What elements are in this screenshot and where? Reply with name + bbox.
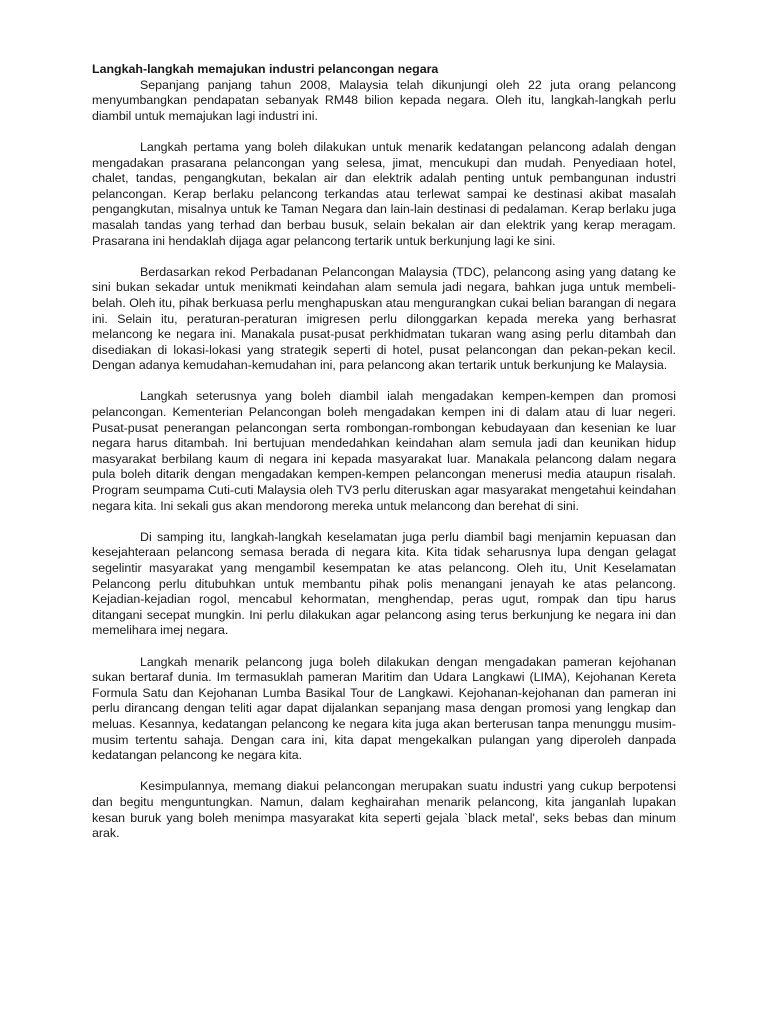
paragraph-conclusion: Kesimpulannya, memang diakui pelancongan merupakan suatu industri yang cukup berpotensi dan begitu menguntungkan. Namun, dalam keghairahan menarik pelancong, kita janganlah lupakan kesan buruk yang boleh menimpa masyarakat kita seperti gejala `black metal', seks bebas dan minum arak. [92,779,676,841]
paragraph-promotion: Langkah seterusnya yang boleh diambil ialah mengadakan kempen-kempen dan promosi pelancongan. Kementerian Pelancongan boleh mengadakan kempen ini di dalam atau di luar negeri. Pusat-pusat penerangan pelancongan serta rombongan-rombongan kebudayaan dan kesenian ke luar negara harus ditambah. Ini bertujuan mendedahkan keindahan alam semula jadi dan keunikan hidup masyarakat berbilang kaum di negara ini kepada masyarakat luar. Manakala pelancong dalam negara pula boleh ditarik dengan mengadakan kempen-kempen pelancongan menerusi media ataupun risalah. Program seumpama Cuti-cuti Malaysia oleh TV3 perlu diteruskan agar masyarakat mengetahui keindahan negara kita. Ini sekali gus akan mendorong mereka untuk melancong dan berehat di sini. [92,389,676,513]
paragraph-safety: Di samping itu, langkah-langkah keselamatan juga perlu diambil bagi menjamin kepuasan dan kesejahteraan pelancong semasa berada di negara kita. Kita tidak seharusnya lupa dengan gelagat segelintir masyarakat yang mengambil kesempatan ke atas pelancong. Oleh itu, Unit Keselamatan Pelancong perlu ditubuhkan untuk membantu pihak polis menangani jenayah ke atas pelancong. Kejadian-kejadian rogol, mencabul kehormatan, menghendap, peras ugut, rompak dan tipu harus ditangani secepat mungkin. Ini perlu dilakukan agar pelancong asing terus berkunjung ke negara ini dan memelihara imej negara. [92,529,676,638]
document-body [92,62,676,857]
paragraph-intro: Sepanjang panjang tahun 2008, Malaysia telah dikunjungi oleh 22 juta orang pelancong menyumbangkan pendapatan sebanyak RM48 bilion kepada negara. Oleh itu, langkah-langkah perlu diambil untuk memajukan lagi industri ini. [92,77,676,123]
paragraph-sports-events: Langkah menarik pelancong juga boleh dilakukan dengan mengadakan pameran kejohanan sukan bertaraf dunia. Im termasuklah pameran Maritim dan Udara Langkawi (LIMA), Kejohanan Kereta Formula Satu dan Kejohanan Lumba Basikal Tour de Langkawi. Kejohanan-kejohanan dan pameran ini perlu dirancang dengan teliti agar dapat dijalankan sepanjang masa dengan promosi yang lengkap dan meluas. Kesannya, kedatangan pelancong ke negara kita juga akan berterusan tanpa menunggu musim-musim tertentu sahaja. Dengan cara ini, kita dapat mengekalkan pulangan yang diperoleh danpada kedatangan pelancong ke negara kita. [92,654,676,763]
paragraph-infrastructure: Langkah pertama yang boleh dilakukan untuk menarik kedatangan pelancong adalah dengan mengadakan prasarana pelancongan yang selesa, jimat, mencukupi dan mudah. Penyediaan hotel, chalet, tandas, pengangkutan, bekalan air dan elektrik adalah penting untuk pembangunan industri pelancongan. Kerap berlaku pelancong terkandas atau terlewat sampai ke destinasi akibat masalah pengangkutan, misalnya untuk ke Taman Negara dan lain-lain destinasi di pedalaman. Kerap berlaku juga masalah tandas yang terhad dan berbau busuk, selain bekalan air dan elektrik yang kerap meragam. Prasarana ini hendaklah dijaga agar pelancong tertarik untuk berkunjung lagi ke sini. [92,139,676,248]
document-title: Langkah-langkah memajukan industri pelancongan negara [92,62,439,76]
paragraph-shopping: Berdasarkan rekod Perbadanan Pelancongan Malaysia (TDC), pelancong asing yang datang ke sini bukan sekadar untuk menikmati keindahan alam semula jadi negara, bahkan juga untuk membeli-belah. Oleh itu, pihak berkuasa perlu menghapuskan atau mengurangkan cukai belian barangan di negara ini. Selain itu, peraturan-peraturan imigresen perlu dilonggarkan kepada mereka yang berhasrat melancong ke negara ini. Manakala pusat-pusat perkhidmatan tukaran wang asing perlu ditambah dan disediakan di lokasi-lokasi yang strategik seperti di hotel, pusat pelancongan dan pekan-pekan kecil. Dengan adanya kemudahan-kemudahan ini, para pelancong akan tertarik untuk berkunjung ke Malaysia. [92,264,676,373]
